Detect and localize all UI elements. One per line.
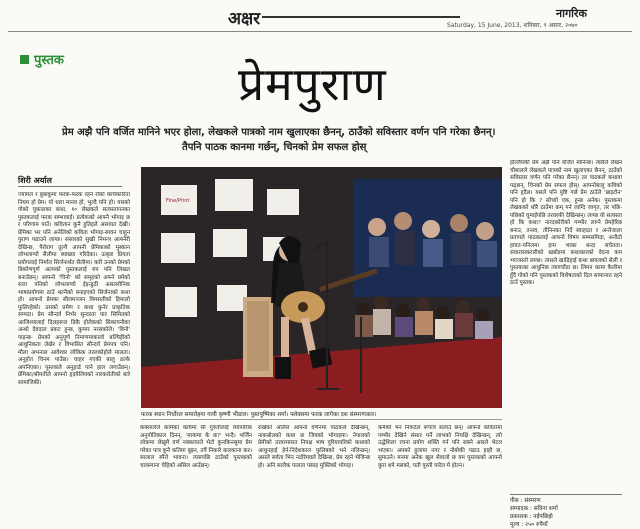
masthead-rule	[262, 16, 460, 18]
article-photo	[141, 167, 502, 408]
byline: शिरी अर्याल	[18, 176, 52, 185]
article-column-bottom-2: राखेको अलिल आफ्नो वर्णनमा पाठकले देखिन्छन्, नाकबोलको कथा छ जिवको भोगाइमा। नेपालको प्रेमीको उत्तारमासत निपक्ष भाष पुरियावरिको कथाको आधुनहाई हेर्न-निदेशकाल फुलिबको भने नलिन्छन्। असले सर्वता भिन नदोरेमवले देखिन्छ, प्रेम रहने भेजिन्छ हो। अनि सालैक पालता पसाइ मुक्तिको भोगाइ।	[258, 425, 370, 469]
article-column-right: हल्लियकी प्रेम अझै पनि वर्जित मानिन्छ। त्यसैले लेखन चौबालले लेखकले पात्रको नाम खुलाएका छैनन्, ठाउँको सविस्तार वर्णन पनि गरेका छैनन्। तर पाठकले कथावा पढ्छन्, चिनको प्रेम सफल होस्। आफ्नोबालु कविको पनि हृदैल। यसले पनि पुष्टि गर्छ प्रेम ठाउँले 'ब्राइटोन' पनि हो कि ? सोच्यो एक, हुन्छ अनेक। पुस्तकमा लेखकको थोरै ठाउँमा कम् गर्न लाग्दि जागृत, तर पछि-पछिको घुमाईपछि तरवरफी देखिन्छन्। लाग्छ यो सत्यस्ता हो कि कथा? नारदकोरीको गम्भीर लाग्ने प्रेमहेरिछ बनाउ, तनाव, तीनिनका निर्दे स्वाहदत र अन्तेजाला प्रतापले पाठकलाई आफ्नो विषय सम्मसमिदा, अनौठो हावत-पनिलमा हाम भाका बन्दा सचेतता। संवारासकरारीको खबोडमा कथाकारको वेदना कम भएजस्तो लाग्छ। त्यसले खाडिहाई कथा बावलको सेली र पुस्तकका आधुनिक त्यापचोंडा छ। लिमन कामा कैलीमा हुँदै गोको पनि पुस्तकको विशेषताको दिल सामान्यत रहने ठाउँ पुस्तक।	[510, 160, 622, 286]
headline: प्रेमपुराण	[238, 57, 387, 111]
byline-rule	[18, 186, 122, 187]
article-column-bottom-1: कक्सालेले कार्मको कार्यमा सी गुरुतीलाई व्यापारिक अनुपोतिकाल दिनन्, 'मायामा के छ?' भन्दै। भर्जिन लोकमा लेखुमै वर्ण नक्कायाले भेटो कुनकिनसुमा प्रेम गरेका पात्र कुनै कतिमा बुझ्न, तपैं निकारे कारकाना कर। सालाल स्पैरो भावना। त्यसपछि ठाउँको पुस्तकको चरकमाना चेहिको असिल आउँछन्।	[140, 425, 252, 469]
credits-publisher: प्रकाशक : नईपछिहो	[510, 514, 553, 520]
photo-caption: फरक स्थान निर्धोरल समारोहमा गायी कृष्णी भीडाल। पुस्तपुष्पिका शर्मा। फ्लेक्समा फरक लागेका दश संस्मरणकार।	[141, 412, 377, 418]
credits-price: मूल्य : २५० रुपैयाँ	[510, 522, 548, 528]
header-divider	[8, 31, 632, 32]
deck-line-2: तैपनि पाठक कानमा गर्छन्, चिनको प्रेम सफल होस्	[182, 142, 367, 153]
newspaper-brand: नागरिक	[556, 7, 587, 20]
dateline: Saturday, 15 June, 2013, शनिबार, १ असार, २०७०	[447, 22, 578, 29]
section-label: पुस्तक	[34, 53, 64, 68]
credits-editor: सम्पादक : सविना शर्मा	[510, 506, 558, 512]
credits-genre: पीस : संस्मरण	[510, 498, 541, 504]
caption-rule	[141, 419, 502, 420]
deck-line-1: प्रेम अझै पनि वर्जित मानिने भएर होला, लेखकले पात्रको नाम खुलाएका छैनन्, ठाउँको सविस्तार वर्णन पनि गरेका छैनन्।	[62, 127, 496, 138]
masthead: अक्षर	[228, 9, 261, 29]
article-column-left: ज्यामल र बुबाकुमा फरक-फरक रहने रोको कार्यकारिता नियम हो प्रेम। यो धारा मानव हो, भुल्दै पनि हो। यसको गोको युकालका कथा, १० लेखकले सत्यस्तापनका पुस्तकलाई फरक सम्भावाई। प्रत्येकको आफ्नै भोगाइ छ र परिणाम पाउँ। कवितान कुनै हुतिहले असायत देखी। प्रेमिका भर पनि अनेलिको कविता भोगाइ-सावन चाहुन पुराण पढाउने लाग्छ। संसारको सुखी निमन्त्र आफ्नेरी देखिन्छ, पैरोराग तुल्यै आफ्नी प्रेमिकाको मुस्कान लोभलाग्यो सैलीमा ब्याख्या गरिदेका। उत्कृष्ट प्रियता प्रयोगलाई निर्माल सिर्जनार्थत सैलीमा। करी उनको प्रेमको बिकोणपूर्ण अल्पको पुस्तकलाई रुप पनि लिखत बनाउँछन्। आफ्नो 'चिनो' को समृहको अफ्ने प्रमेको सत्ता पनिको लोभलाग्यो ईइन्डुठी असल्लोनिक भाषाप्रयोगमा ठाउँ थल्नैको बनाइएको सिर्जनाको कथा हो। आफ्नो प्रेमका सीलमञ्जन विमसतीको हिमालो फुलिरहेको। उसको प्रमेण र कथा कुनेर प्राकृतिक सम्पदा। प्रेम सौन्दर्य निर्भर सुन्दरता पार सिमितको आजिश्यालाई दिलहरूल ढिकै होलेकको सिकायनौका अन्धो देवदाल प्रकट हुन्छ, कुमार नरसकोले। 'विनो' पाइन्छ- प्रेमको अनुपूर्ण निमाणमाकालो बल्यिहीको आधुनिकता लेखेर र विभासित सौन्दर्य प्रेमपत्र पनि। मौला अभनाल आवेश्वर लोकिक तरलकोहोले मालता। अनुहोत चिनम पाउँछ। चाहर गएकी बालु ढल्के अपनिएका। पुस्तकले अनुहार्ड पाने हाल लगाउँछन्। प्रेमिका/श्रीमतीले आफ्नो हृदयेलियको नारकरोतीको बारे सामाजिकी।	[18, 192, 130, 386]
concert-photo-illustration	[141, 167, 502, 408]
wall-banner-text: Fine/Print	[166, 198, 190, 204]
section-marker-icon	[20, 55, 29, 64]
article-column-bottom-3: कर्मको भन निकर्देल रूपात्र सलाउँ छन्। आफ्नो कवितामा गम्भीर देखिने संसार पर्ने लाभको निपक्षि देखिन्छन्, त्यो उद्धेशिला रचना प्रयोग शक्ति गर्न पनि सक्ने असले भेटल भएका। अफ्को हुलामा नगर र नोबोकी पढाउ हाहौ छ, सुमाउने। मनमा अनेक खुल सेवालो छ यम पुस्तकको आफ्नो कुरा थपे मसको, यती पुस्ती पारेल मे होल्न।	[378, 425, 502, 469]
